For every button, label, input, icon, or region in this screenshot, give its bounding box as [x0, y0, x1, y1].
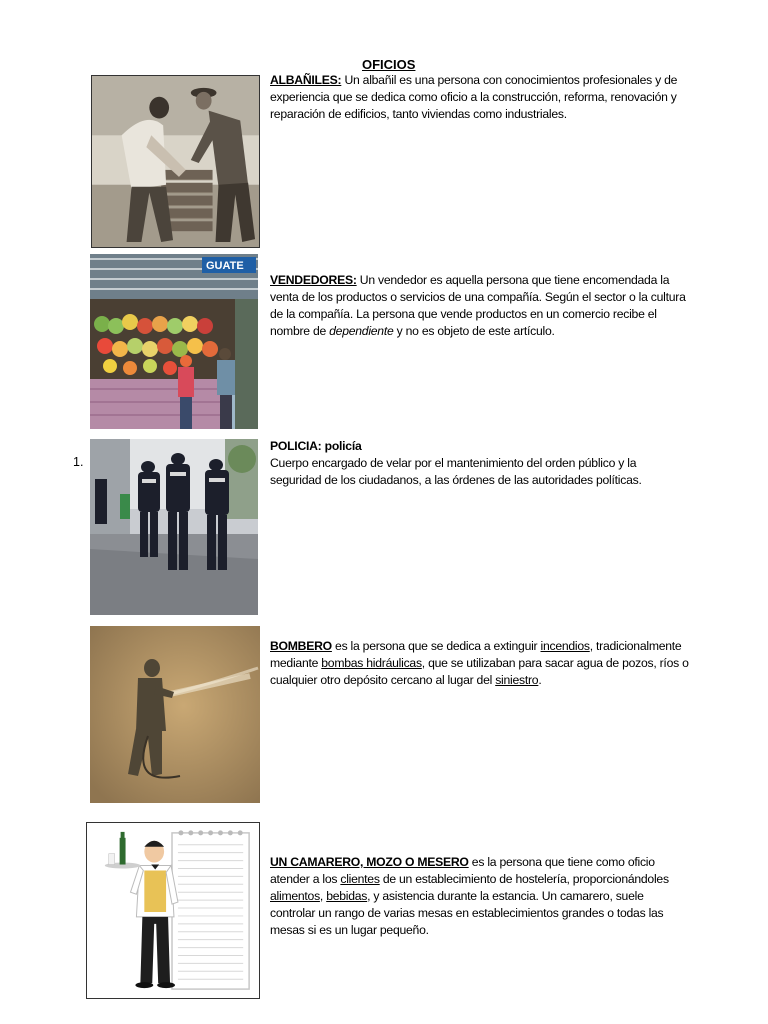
clientes-link[interactable]: clientes [340, 872, 380, 886]
bombero-text-2: , tradicionalmente mediante [270, 639, 682, 670]
guate-sign-text: GUATE [206, 260, 244, 272]
alimentos-link[interactable]: alimentos [270, 889, 320, 903]
vendedores-heading: VENDEDORES: [270, 273, 357, 287]
firefighter-photo [90, 626, 260, 803]
bombero-text-1: es la persona que se dedica a extinguir [331, 639, 541, 653]
albaniles-heading: ALBAÑILES: [270, 73, 342, 87]
albaniles-paragraph [270, 72, 690, 123]
camarero-text-4: , y asistencia durante la estancia. Un camarero, suele controlar un rango de varias mesas en establecimientos grandes o todas las mesas si es un lugar pequeño. [270, 889, 664, 937]
masons-photo [91, 75, 260, 248]
police-officers-photo [90, 439, 258, 615]
bombero-heading: BOMBERO [270, 639, 332, 653]
vendedores-italic: dependiente [329, 324, 394, 338]
market-vendors-photo [90, 254, 258, 429]
page-title: OFICIOS [362, 57, 416, 72]
policia-heading: POLICIA: policía [270, 439, 362, 453]
incendios-link[interactable]: incendios [540, 639, 590, 653]
vendedores-text-1: Un vendedor es aquella persona que tiene encomendada la venta de los productos o servicios de una compañía. Según el sector o la cultura de la compañía. La persona que vende productos en un comercio recibe el nombre de [270, 273, 686, 338]
bombero-text-3: , que se utilizaban para sacar agua de pozos, ríos o cualquier otro depósito cercano al lugar del [270, 656, 689, 687]
vendedores-text-2: y no es objeto de este artículo. [393, 324, 555, 338]
camarero-heading: UN CAMARERO, MOZO O MESERO [270, 855, 469, 869]
list-number: 1. [73, 455, 84, 469]
camarero-text-1: es la persona que tiene como oficio atender a los [270, 855, 655, 886]
policia-text: Cuerpo encargado de velar por el mantenimiento del orden público y la seguridad de los ciudadanos, a las órdenes de las autoridades políticas. [270, 456, 642, 487]
bombero-paragraph [270, 638, 690, 689]
camarero-paragraph [270, 854, 690, 939]
bebidas-link[interactable]: bebidas [326, 889, 368, 903]
siniestro-link[interactable]: siniestro [495, 673, 539, 687]
policia-paragraph [270, 438, 690, 489]
waiter-illustration [86, 822, 260, 999]
bombas-hidraulicas-link[interactable]: bombas hidráulicas [321, 656, 422, 670]
bombero-text-4: . [538, 673, 542, 687]
vendedores-paragraph [270, 272, 690, 340]
camarero-text-2: de un establecimiento de hostelería, proporcionándoles [379, 872, 669, 886]
camarero-text-3: , [319, 889, 327, 903]
albaniles-text: Un albañil es una persona con conocimientos profesionales y de experiencia que se dedica como oficio a la construcción, reforma, renovación y reparación de edificios, tanto viviendas como industriales. [270, 73, 678, 121]
